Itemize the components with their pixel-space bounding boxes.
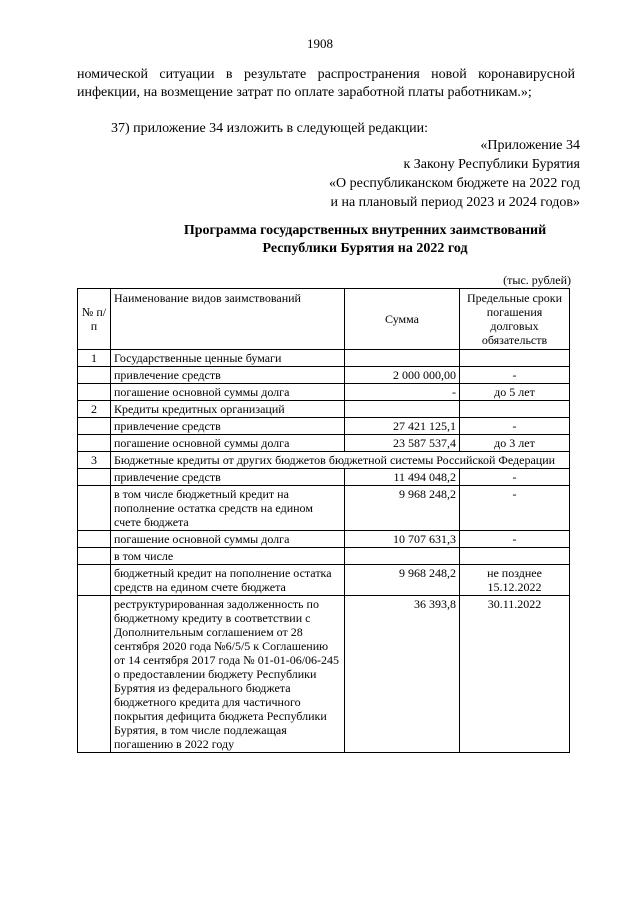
table-row xyxy=(78,565,570,596)
row-name: погашение основной суммы долга xyxy=(111,435,345,452)
row-sum: 36 393,8 xyxy=(345,596,460,753)
appendix-line: «Приложение 34 xyxy=(480,138,580,153)
row-num xyxy=(78,486,111,531)
table-row xyxy=(78,469,570,486)
row-num xyxy=(78,565,111,596)
row-term: до 3 лет xyxy=(460,435,570,452)
table-row xyxy=(78,486,570,531)
row-sum xyxy=(345,548,460,565)
row-num xyxy=(78,435,111,452)
row-num xyxy=(78,531,111,548)
row-term: до 5 лет xyxy=(460,384,570,401)
header-terms: Предельные сроки погашения долговых обязательств xyxy=(460,289,570,350)
table-row xyxy=(78,384,570,401)
borrowing-table xyxy=(77,288,570,753)
row-name: погашение основной суммы долга xyxy=(111,531,345,548)
title-line: Программа государственных внутренних заимствований xyxy=(183,223,547,238)
appendix-line: к Закону Республики Бурятия xyxy=(403,157,580,172)
row-name: реструктурированная задолженность по бюджетному кредиту в соответствии с Дополнительным соглашением от 28 сентября 2020 года №6/5/5 к Соглашению от 14 сентября 2017 года № 01-01-06/06-245 о предоставлении бюджету Республики Бурятия из федерального бюджета бюджетного кредита для частичного покрытия дефицита бюджета Республики Бурятия, в том числе подлежащая погашению в 2022 году xyxy=(111,596,345,753)
table-row xyxy=(78,548,570,565)
row-name: бюджетный кредит на пополнение остатка средств на едином счете бюджета xyxy=(111,565,345,596)
row-name: привлечение средств xyxy=(111,418,345,435)
table-row xyxy=(78,531,570,548)
row-term xyxy=(460,548,570,565)
table-row xyxy=(78,401,570,418)
row-name: погашение основной суммы долга xyxy=(111,384,345,401)
row-sum xyxy=(345,350,460,367)
row-sum: 9 968 248,2 xyxy=(345,565,460,596)
table-row xyxy=(78,350,570,367)
appendix-line: и на плановый период 2023 и 2024 годов» xyxy=(330,195,580,210)
row-sum: 9 968 248,2 xyxy=(345,486,460,531)
row-term: не позднее 15.12.2022 xyxy=(460,565,570,596)
title-line: Республики Бурятия на 2022 год xyxy=(262,241,468,256)
row-num xyxy=(78,384,111,401)
row-term: - xyxy=(460,531,570,548)
header-name: Наименование видов заимствований xyxy=(111,289,345,350)
row-name: в том числе xyxy=(111,548,345,565)
units-label: (тыс. рублей) xyxy=(503,273,571,287)
table-row xyxy=(78,367,570,384)
row-num xyxy=(78,418,111,435)
row-sum: 27 421 125,1 xyxy=(345,418,460,435)
row-sum xyxy=(345,401,460,418)
row-name: в том числе бюджетный кредит на пополнение остатка средств на едином счете бюджета xyxy=(111,486,345,531)
row-num xyxy=(78,367,111,384)
row-term: - xyxy=(460,469,570,486)
table-row xyxy=(78,418,570,435)
row-term xyxy=(460,401,570,418)
document-title xyxy=(150,222,580,258)
row-name: привлечение средств xyxy=(111,367,345,384)
row-term xyxy=(460,350,570,367)
row-num: 1 xyxy=(78,350,111,367)
amendment-item: 37) приложение 34 изложить в следующей редакции: xyxy=(111,121,428,136)
table-row xyxy=(78,596,570,753)
paragraph-continuation: номической ситуации в результате распространения новой коронавирусной инфекции, на возмещение затрат по оплате заработной платы работникам.»; xyxy=(77,67,575,100)
row-name: Бюджетные кредиты от других бюджетов бюджетной системы Российской Федерации xyxy=(111,452,570,469)
row-term: - xyxy=(460,367,570,384)
row-num xyxy=(78,469,111,486)
row-sum: 2 000 000,00 xyxy=(345,367,460,384)
row-num xyxy=(78,596,111,753)
page-number: 1908 xyxy=(307,36,333,51)
row-sum: 10 707 631,3 xyxy=(345,531,460,548)
row-num: 2 xyxy=(78,401,111,418)
row-name: Государственные ценные бумаги xyxy=(111,350,345,367)
row-num: 3 xyxy=(78,452,111,469)
appendix-line: «О республиканском бюджете на 2022 год xyxy=(329,176,580,191)
appendix-header xyxy=(329,136,580,212)
row-name: Кредиты кредитных организаций xyxy=(111,401,345,418)
row-name: привлечение средств xyxy=(111,469,345,486)
header-sum: Сумма xyxy=(345,289,460,350)
header-num: № п/п xyxy=(78,289,111,350)
row-sum: 23 587 537,4 xyxy=(345,435,460,452)
table-row xyxy=(78,435,570,452)
row-sum: - xyxy=(345,384,460,401)
row-num xyxy=(78,548,111,565)
row-term: - xyxy=(460,486,570,531)
row-sum: 11 494 048,2 xyxy=(345,469,460,486)
row-term: 30.11.2022 xyxy=(460,596,570,753)
table-row xyxy=(78,452,570,469)
row-term: - xyxy=(460,418,570,435)
table-header-row xyxy=(78,289,570,350)
